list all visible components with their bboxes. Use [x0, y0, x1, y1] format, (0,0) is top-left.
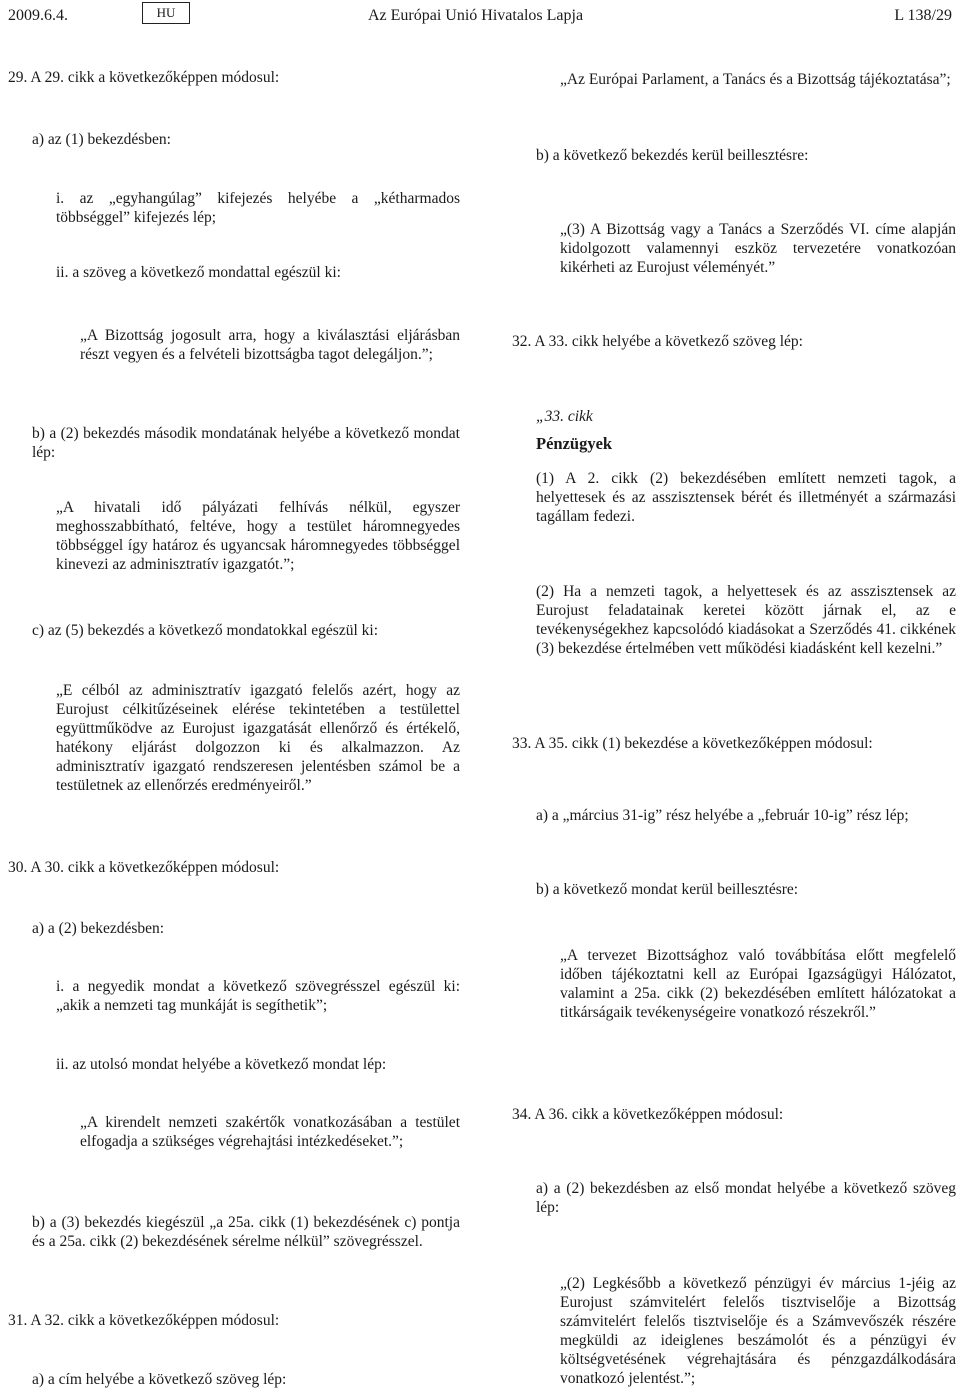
quote-29-a-ii: „A Bizottság jogosult arra, hogy a kiválasztási eljárásban részt vegyen és a felvételi bizottságba tagot delegáljon.”;	[80, 327, 460, 363]
quote-30-a-ii: „A kirendelt nemzeti szakértők vonatkozásában a testület elfogadja a szükséges végrehajtási intézkedéseket.”;	[80, 1114, 460, 1150]
quote-29-c: „E célból az adminisztratív igazgató felelős azért, hogy az Eurojust célkitűzéseinek elérése tekintetében a testülettel együttműködve az Eurojust igazgatását ellenőrző és értékelő, hatékony eljárást dolgozzon ki és alkalmazzon. Az adminisztratív igazgató rendszeresen jelentésben számol be a testületnek az ellenőrzés eredményeiről.”	[56, 682, 460, 794]
item-29-a-ii: ii. a szöveg a következő mondattal egészül ki:	[56, 264, 341, 281]
item-30-a: a) a (2) bekezdésben:	[32, 920, 165, 937]
item-32: 32. A 33. cikk helyébe a következő szöveg lép:	[512, 333, 803, 350]
header-date: 2009.6.4.	[8, 7, 68, 24]
item-29-b: b) a (2) bekezdés második mondatának helyébe a következő mondat lép:	[32, 425, 460, 461]
item-33: 33. A 35. cikk (1) bekezdése a következőképpen módosul:	[512, 735, 873, 752]
article-33-para-1: (1) A 2. cikk (2) bekezdésében említett nemzeti tagok, a helyettesek és az asszisztensek bérét és illetményét a származási tagállam fedezi.	[536, 470, 956, 525]
page-reference: L 138/29	[894, 7, 952, 24]
article-33-para-2: (2) Ha a nemzeti tagok, a helyettesek és az asszisztensek az Eurojust feladatainak keretei között járnak el, az e tevékenységekhez kapcsolódó kiadásokat a Szerződés 41. cikkének (3) bekezdése értelmében vett működési kiadásként kell kezelni.”	[536, 583, 956, 657]
item-33-b: b) a következő mondat kerül beillesztésre:	[536, 881, 799, 898]
item-31-a: a) a cím helyébe a következő szöveg lép:	[32, 1371, 287, 1388]
item-34: 34. A 36. cikk a következőképpen módosul:	[512, 1106, 784, 1123]
item-34-a: a) a (2) bekezdésben az első mondat helyébe a következő szöveg lép:	[536, 1180, 956, 1216]
page-header	[8, 6, 952, 28]
item-31-b: b) a következő bekezdés kerül beillesztésre:	[536, 147, 809, 164]
item-33-a: a) a „március 31-ig” rész helyébe a „február 10-ig” rész lép;	[536, 807, 909, 824]
item-29-a: a) az (1) bekezdésben:	[32, 131, 171, 148]
item-30-a-i: i. a negyedik mondat a következő szövegrésszel egészül ki: „akik a nemzeti tag munkáját is segíthetik”;	[56, 978, 460, 1014]
quote-31-a: „Az Európai Parlament, a Tanács és a Bizottság tájékoztatása”;	[560, 71, 951, 88]
item-29: 29. A 29. cikk a következőképpen módosul:	[8, 69, 280, 86]
item-29-c: c) az (5) bekezdés a következő mondatokkal egészül ki:	[32, 622, 379, 639]
item-31: 31. A 32. cikk a következőképpen módosul:	[8, 1312, 280, 1329]
article-33-label: „33. cikk	[536, 408, 593, 425]
item-30-a-ii: ii. az utolsó mondat helyébe a következő mondat lép:	[56, 1056, 387, 1073]
journal-title: Az Európai Unió Hivatalos Lapja	[368, 7, 584, 24]
item-30: 30. A 30. cikk a következőképpen módosul:	[8, 859, 280, 876]
item-29-a-i: i. az „egyhangúlag” kifejezés helyébe a „kétharmados többséggel” kifejezés lép;	[56, 190, 460, 226]
article-33-title: Pénzügyek	[536, 434, 613, 453]
quote-31-b: „(3) A Bizottság vagy a Tanács a Szerződés VI. címe alapján kidolgozott valamennyi eszköz tervezetére vonatkozóan kikérheti az Eurojust véleményét.”	[560, 221, 956, 276]
item-30-b: b) a (3) bekezdés kiegészül „a 25a. cikk (1) bekezdésének c) pontja és a 25a. cikk (2) bekezdésének sérelme nélkül” szövegrésszel.	[32, 1214, 460, 1250]
quote-34-a: „(2) Legkésőbb a következő pénzügyi év március 1-jéig az Eurojust számvitelért felelős tisztviselője a Bizottság számvitelért felelős tisztviselője és a Számvevőszék részére megküldi az ideiglenes beszámolót és a pénzügyi év költségvetésének végrehajtására és pénzgazdálkodására vonatkozó jelentést.”;	[560, 1275, 956, 1387]
quote-29-b: „A hivatali idő pályázati felhívás nélkül, egyszer meghosszabbítható, feltéve, hogy a testület háromnegyedes többséggel így határoz és ugyancsak háromnegyedes többséggel kinevezi az adminisztratív igazgatót.”;	[56, 499, 460, 573]
quote-33-b: „A tervezet Bizottsághoz való továbbítása előtt megfelelő időben tájékoztatni kell az Európai Igazságügyi Hálózatot, valamint a 25a. cikk (2) bekezdésében említett hálózatokat a titkárságaik tevékenységeire vonatkozó részekről.”	[560, 947, 956, 1021]
language-code-box: HU	[142, 2, 190, 24]
